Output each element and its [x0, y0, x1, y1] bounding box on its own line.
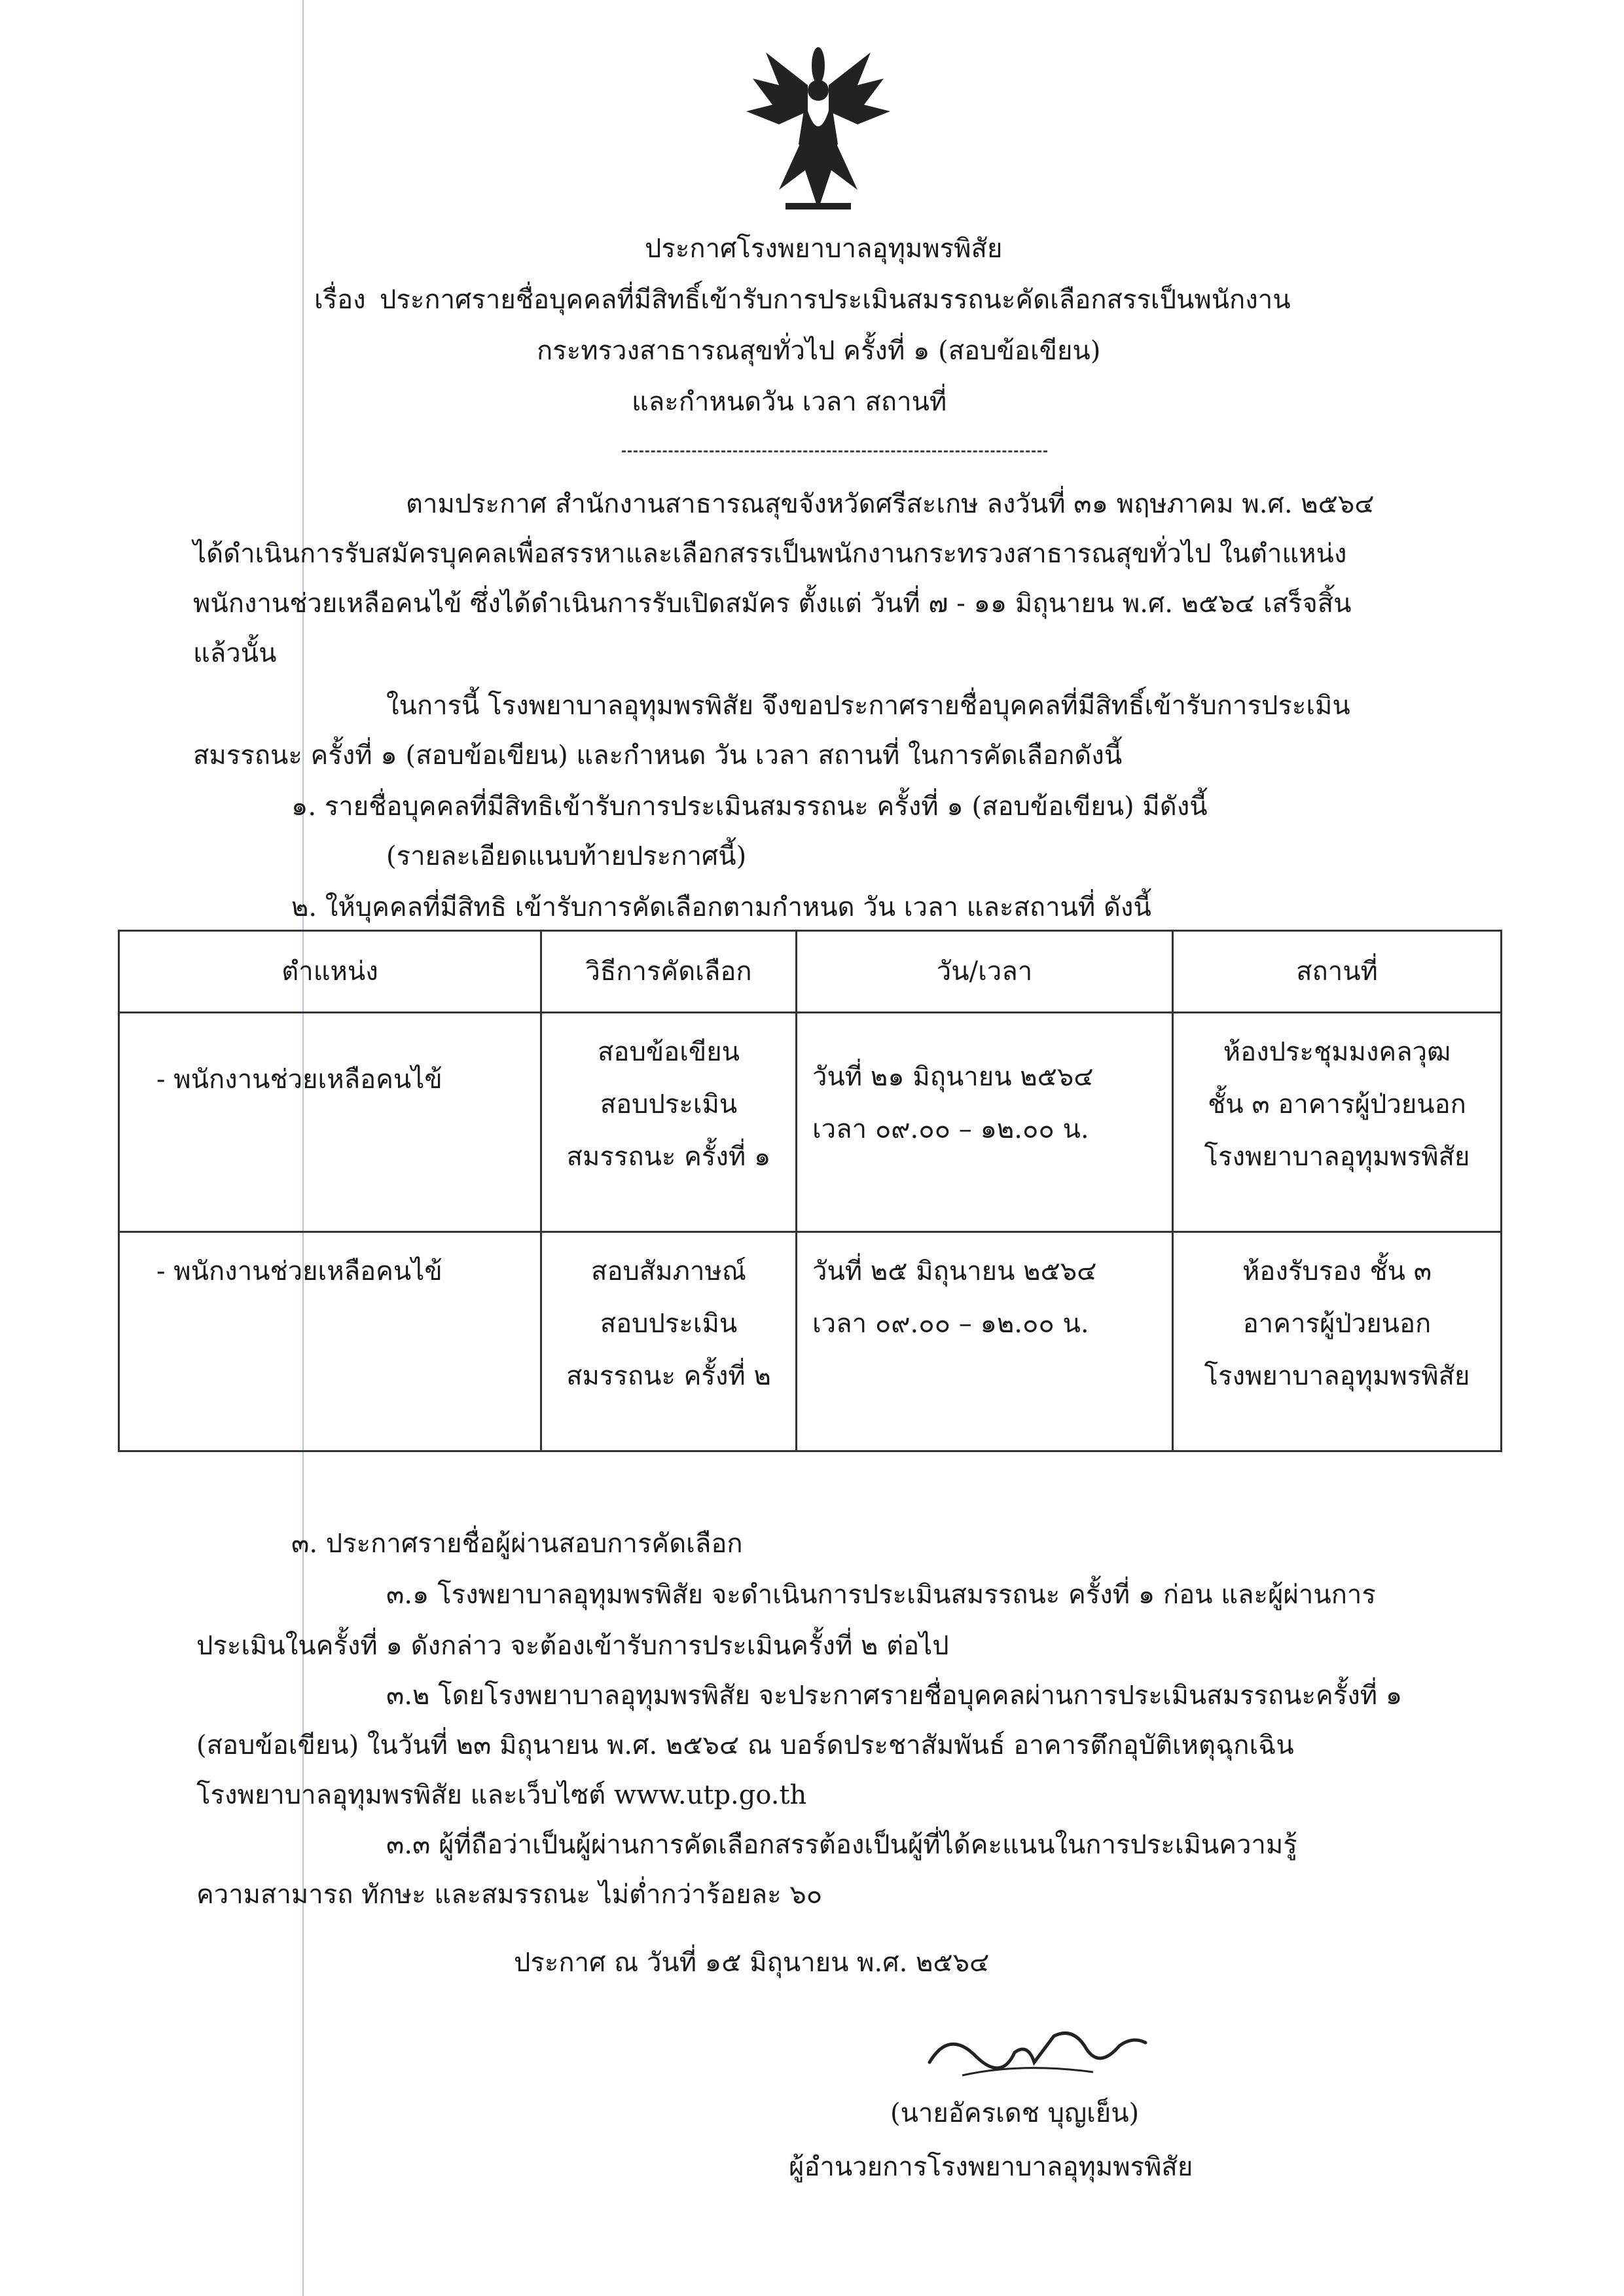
issuer-heading: ประกาศโรงพยาบาลอุทุมพรพิสัย [645, 234, 1003, 264]
row1-place-1: ห้องประชุมมงคลวุฒ [1223, 1037, 1451, 1067]
row1-place-2: ชั้น ๓ อาคารผู้ป่วยนอก [1208, 1089, 1466, 1120]
signature [923, 2016, 1159, 2088]
item-1-note: (รายละเอียดแนบท้ายประกาศนี้) [386, 841, 747, 871]
row1-method-1: สอบข้อเขียน [598, 1037, 740, 1067]
s33-line1: ๓.๓ ผู้ที่ถือว่าเป็นผู้ผ่านการคัดเลือกสรรต้องเป็นผู้ที่ได้คะแนนในการประเมินความรู้ [386, 1830, 1297, 1860]
header-method: วิธีการคัดเลือก [541, 931, 797, 1013]
row2-method-2: สอบประเมิน [600, 1309, 738, 1339]
row2-date: วันที่ ๒๕ มิถุนายน ๒๕๖๔ [812, 1256, 1097, 1286]
table-header-row [119, 931, 1502, 1013]
row1-method-3: สมรรถนะ ครั้งที่ ๑ [566, 1142, 771, 1172]
row2-place-2: อาคารผู้ป่วยนอก [1242, 1309, 1432, 1339]
row2-method-1: สอบสัมภาษณ์ [591, 1256, 746, 1286]
table-row [119, 1232, 1502, 1451]
row1-time: เวลา ๐๙.๐๐ – ๑๒.๐๐ น. [812, 1114, 1089, 1144]
table-row [119, 1013, 1502, 1232]
subject-line-3: และกำหนดวัน เวลา สถานที่ [632, 387, 947, 417]
s31-line2: ประเมินในครั้งที่ ๑ ดังกล่าว จะต้องเข้ารับการประเมินครั้งที่ ๒ ต่อไป [196, 1631, 949, 1661]
row2-method-3: สมรรถนะ ครั้งที่ ๒ [566, 1361, 771, 1391]
row2-place-3: โรงพยาบาลอุทุมพรพิสัย [1204, 1361, 1470, 1391]
s33-line2: ความสามารถ ทักษะ และสมรรถนะ ไม่ต่ำกว่าร้อยละ ๖๐ [196, 1880, 823, 1910]
row2-position: - พนักงานช่วยเหลือคนไข้ [156, 1256, 442, 1286]
section3-title: ๓. ประกาศรายชื่อผู้ผ่านสอบการคัดเลือก [291, 1529, 743, 1559]
row1-method-2: สอบประเมิน [600, 1089, 738, 1120]
subject-line-1: ประกาศรายชื่อบุคคลที่มีสิทธิ์เข้ารับการประเมินสมรรถนะคัดเลือกสรรเป็นพนักงาน [380, 285, 1291, 315]
subject-line-2: กระทรวงสาธารณสุขทั่วไป ครั้งที่ ๑ (สอบข้อเขียน) [537, 336, 1101, 366]
row1-place-3: โรงพยาบาลอุทุมพรพิสัย [1204, 1142, 1470, 1172]
header-datetime: วัน/เวลา [797, 931, 1173, 1013]
para2-line1: ในการนี้ โรงพยาบาลอุทุมพรพิสัย จึงขอประกาศรายชื่อบุคคลที่มีสิทธิ์เข้ารับการประเมิน [386, 691, 1350, 721]
announce-date: ประกาศ ณ วันที่ ๑๕ มิถุนายน พ.ศ. ๒๕๖๔ [514, 1948, 990, 1978]
item-2: ๒. ให้บุคคลที่มีสิทธิ เข้ารับการคัดเลือกตามกำหนด วัน เวลา และสถานที่ ดังนี้ [291, 892, 1151, 922]
s32-line1: ๓.๒ โดยโรงพยาบาลอุทุมพรพิสัย จะประกาศรายชื่อบุคคลผ่านการประเมินสมรรถนะครั้งที่ ๑ [386, 1681, 1403, 1711]
signer-title: ผู้อำนวยการโรงพยาบาลอุทุมพรพิสัย [789, 2152, 1193, 2182]
item-1: ๑. รายชื่อบุคคลที่มีสิทธิเข้ารับการประเมินสมรรถนะ ครั้งที่ ๑ (สอบข้อเขียน) มีดังนี้ [291, 792, 1208, 822]
s31-line1: ๓.๑ โรงพยาบาลอุทุมพรพิสัย จะดำเนินการประเมินสมรรถนะ ครั้งที่ ๑ ก่อน และผู้ผ่านการ [386, 1580, 1376, 1610]
signer-name: (นายอัครเดช บุญเย็น) [890, 2098, 1140, 2128]
garuda-emblem [740, 39, 897, 223]
row1-position: - พนักงานช่วยเหลือคนไข้ [156, 1065, 442, 1095]
row1-date: วันที่ ๒๑ มิถุนายน ๒๕๖๔ [812, 1062, 1094, 1092]
subject-label: เรื่อง [314, 285, 366, 315]
header-place: สถานที่ [1173, 931, 1502, 1013]
s32-line3: โรงพยาบาลอุทุมพรพิสัย และเว็บไซต์ www.utp.go.th [196, 1780, 807, 1810]
para1-line4: แล้วนั้น [193, 638, 277, 668]
row2-place-1: ห้องรับรอง ชั้น ๓ [1242, 1256, 1432, 1286]
para1-line2: ได้ดำเนินการรับสมัครบุคคลเพื่อสรรหาและเลือกสรรเป็นพนักงานกระทรวงสาธารณสุขทั่วไป ในตำแหน่ง [193, 539, 1347, 569]
para2-line2: สมรรถนะ ครั้งที่ ๑ (สอบข้อเขียน) และกำหนด วัน เวลา สถานที่ ในการคัดเลือกดังนี้ [193, 740, 1123, 771]
schedule-table [118, 930, 1502, 1452]
header-position: ตำแหน่ง [119, 931, 541, 1013]
header-divider [622, 450, 1047, 452]
para1-line3: พนักงานช่วยเหลือคนไข้ ซึ่งได้ดำเนินการรับเปิดสมัคร ตั้งแต่ วันที่ ๗ - ๑๑ มิถุนายน พ.ศ. ๒๕๖๔ เสร็จสิ้น [193, 589, 1352, 619]
s32-line2: (สอบข้อเขียน) ในวันที่ ๒๓ มิถุนายน พ.ศ. ๒๕๖๔ ณ บอร์ดประชาสัมพันธ์ อาคารตึกอุบัติเหตุฉุกเฉิน [196, 1730, 1294, 1760]
para1-line1: ตามประกาศ สำนักงานสาธารณสุขจังหวัดศรีสะเกษ ลงวันที่ ๓๑ พฤษภาคม พ.ศ. ๒๕๖๔ [406, 489, 1375, 519]
row2-time: เวลา ๐๙.๐๐ – ๑๒.๐๐ น. [812, 1309, 1089, 1339]
